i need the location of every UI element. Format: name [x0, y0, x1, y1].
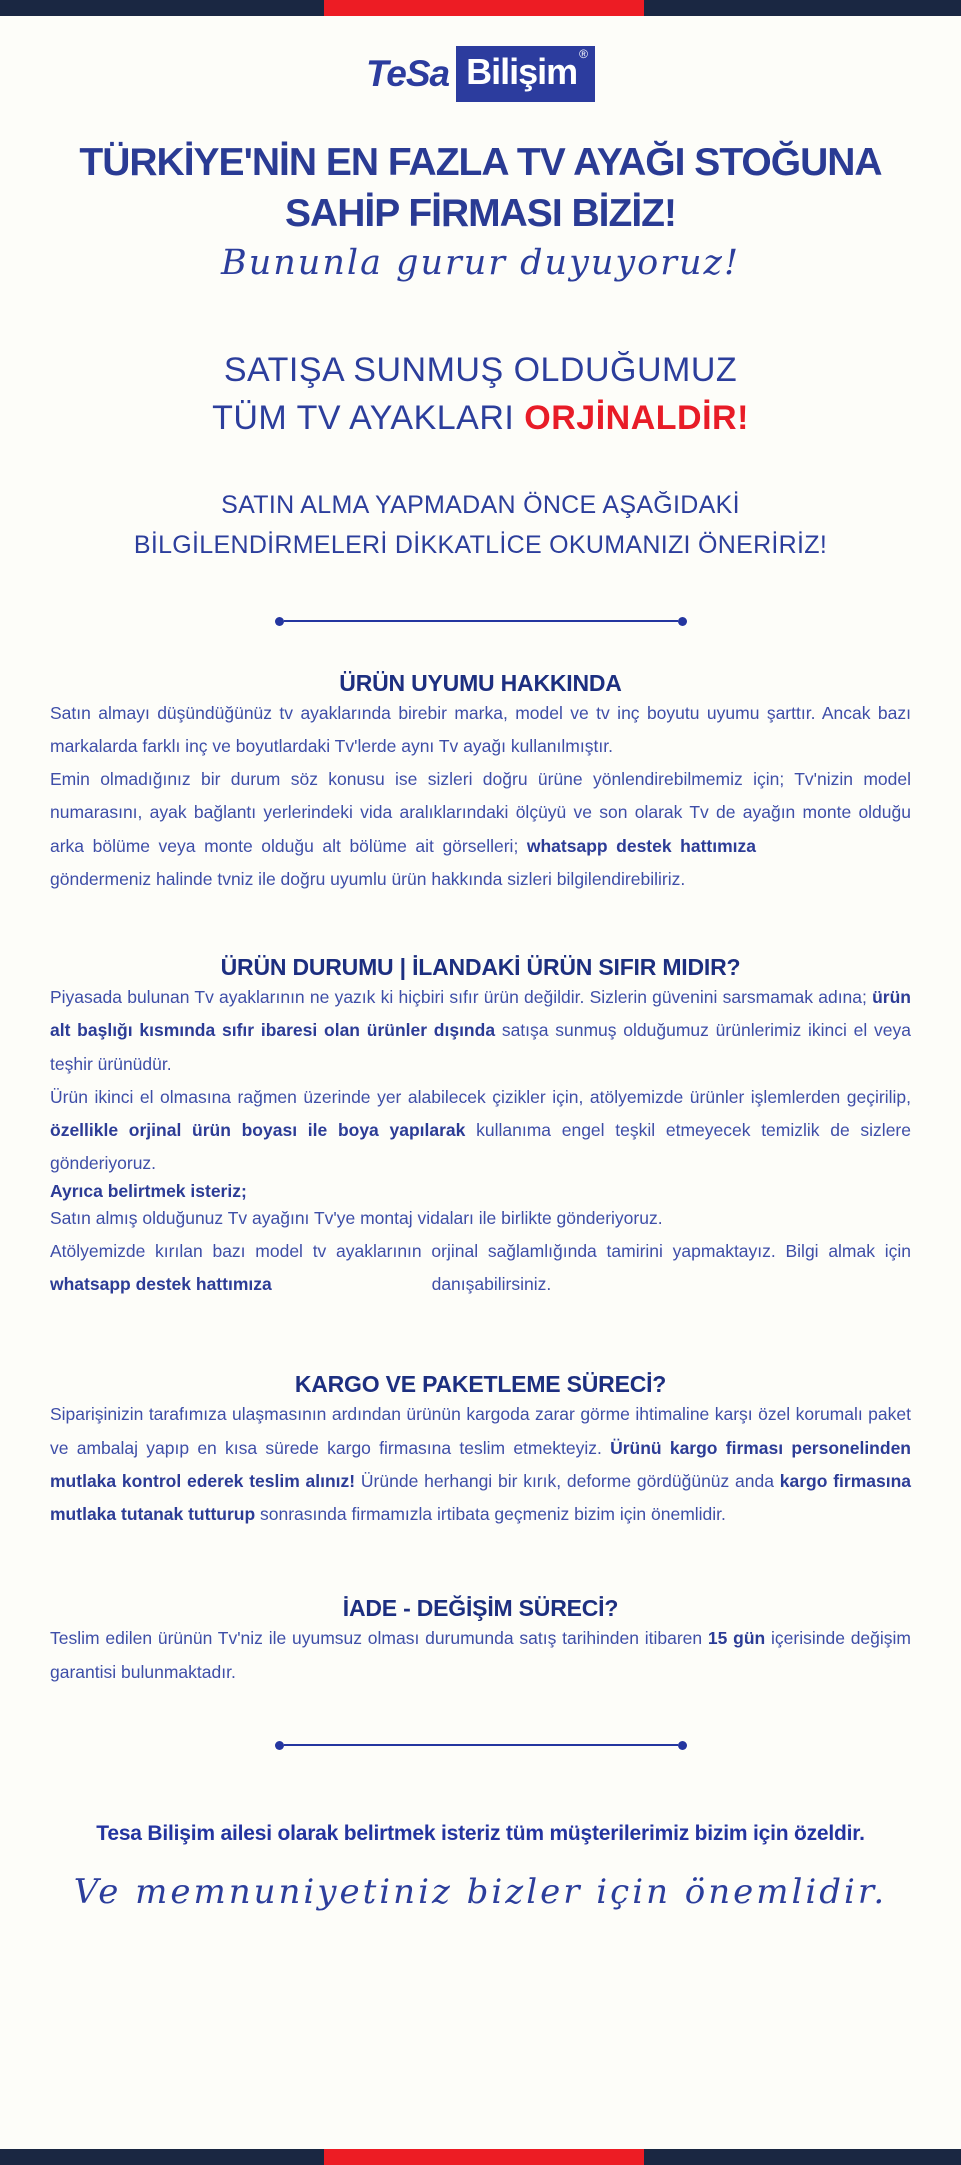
- hero-script-tagline: Bununla gurur duyuyoruz!: [220, 243, 741, 284]
- logo-bilisim-box: [456, 46, 595, 102]
- claim-line2: [30, 395, 931, 443]
- divider-line: [284, 1744, 678, 1746]
- text-run: danışabilirsiniz.: [426, 1274, 552, 1295]
- section-heading-kargo: KARGO VE PAKETLEME SÜRECİ?: [294, 1371, 667, 1398]
- footer-bold-note: Tesa Bilişim ailesi olarak belirtmek isteriz tüm müşterilerimiz bizim için özeldir.: [96, 1821, 865, 1845]
- bold-run-kontrol-ederek: Ürünü kargo firması personelinden mutlaka kontrol ederek teslim alınız!: [50, 1437, 911, 1491]
- logo-bilisim-text: Bilişim: [466, 51, 578, 92]
- bold-run-sifir-ibaresi: ürün alt başlığı kısmında sıfır ibaresi olan ürünler dışında: [50, 987, 911, 1041]
- section-heading-urun-uyumu: ÜRÜN UYUMU HAKKINDA: [339, 669, 622, 696]
- text-run: Piyasada bulunan Tv ayaklarının ne yazık ki hiçbiri sıfır ürün değildir. Sizlerin güvenini sarsmamak adına;: [50, 987, 873, 1008]
- bold-run-whatsapp-destek: whatsapp destek hattımıza: [526, 835, 756, 856]
- originality-claim: [30, 347, 931, 442]
- bold-run-tutanak: kargo firmasına mutlaka tutanak tutturup: [50, 1470, 912, 1525]
- hero-headline-line2: SAHİP FİRMASI BİZİZ!: [285, 191, 676, 235]
- text-run: Teslim edilen ürünün Tv'niz ile uyumsuz olması durumunda satış tarihinden itibaren: [50, 1628, 708, 1649]
- bottom-accent-bar: [0, 2149, 961, 2165]
- text-run: Siparişinizin tarafımıza ulaşmasının ardından ürünün kargoda zarar görme ihtimaline karşı özel korumalı paket ve ambalaj yapıp en kısa sürede kargo firmasına teslim etmekteyiz.: [50, 1404, 911, 1458]
- registered-trademark-icon: ®: [579, 47, 587, 61]
- bottom-accent-bar-red-segment: [324, 2149, 644, 2165]
- notice-line2: BİLGİLENDİRMELERİ DİKKATLİCE OKUMANIZI ÖNERİRİZ!: [133, 530, 828, 559]
- divider-dot-left: [275, 1741, 284, 1750]
- paragraph-uyum-2: [50, 763, 911, 896]
- hero-headline: [30, 138, 931, 239]
- divider-line: [284, 620, 678, 622]
- paragraph-tamir: [50, 1235, 911, 1302]
- paragraph-durum-2: [50, 1081, 911, 1181]
- section-heading-iade: İADE - DEĞİŞİM SÜRECİ?: [342, 1595, 619, 1622]
- paragraph-iade: [50, 1622, 911, 1689]
- text-run: içerisinde değişim garantisi bulunmaktadır.: [50, 1628, 911, 1682]
- hero-headline-line1: TÜRKİYE'NİN EN FAZLA TV AYAĞI STOĞUNA: [79, 141, 882, 184]
- text-run: kullanıma engel teşkil etmeyecek temizlik de sizlere gönderiyoruz.: [50, 1120, 911, 1174]
- bold-run-orjinal-boya: özellikle orjinal ürün boyası ile boya yapılarak: [50, 1120, 466, 1141]
- text-run: Ürün ikinci el olmasına rağmen üzerinde yer alabilecek çizikler için, atölyemizde ürünler işlemlerden geçirilip,: [50, 1086, 911, 1107]
- text-run: göndermeniz halinde tvniz ile doğru uyumlu ürün hakkında sizleri bilgilendirebiliriz.: [50, 868, 686, 889]
- paragraph-durum-1: [50, 981, 911, 1081]
- section-divider-bottom: [275, 1741, 687, 1750]
- notice-line1: SATIN ALMA YAPMADAN ÖNCE AŞAĞIDAKİ: [221, 490, 740, 519]
- claim-line1: SATIŞA SUNMUŞ OLDUĞUMUZ: [223, 351, 738, 390]
- text-run: Atölyemizde kırılan bazı model tv ayaklarının orjinal sağlamlığında tamirini yapmaktayız. Bilgi almak için: [50, 1240, 911, 1261]
- text-run: Emin olmadığınız bir durum söz konusu ise sizleri doğru ürüne yönlendirebilmemiz için; Tv'nizin model numarasını, ayak bağlantı yerlerindeki vida aralıklarındaki ölçüyü ve son olarak Tv de ayağın monte olduğu arka bölüme veya monte olduğu alt bölüme ait görselleri;: [50, 769, 911, 856]
- paragraph-kargo: [50, 1398, 911, 1531]
- bold-run-whatsapp-destek-2: whatsapp destek hattımıza: [50, 1274, 272, 1295]
- text-run: satışa sunmuş olduğumuz ürünlerimiz ikinci el veya teşhir ürünüdür.: [50, 1020, 911, 1074]
- top-accent-bar: [0, 0, 961, 16]
- text-run: sonrasında firmamızla irtibata geçmeniz bizim için önemlidir.: [255, 1504, 726, 1525]
- redacted-phone-gap: [756, 851, 911, 852]
- paragraph-montaj-vidalari: Satın almış olduğunuz Tv ayağını Tv'ye montaj vidaları ile birlikte gönderiyoruz.: [50, 1207, 663, 1228]
- divider-dot-right: [678, 617, 687, 626]
- paragraph-uyum-1: Satın almayı düşündüğünüz tv ayaklarında birebir marka, model ve tv inç boyutu uyumu şarttır. Ancak bazı markalarda farklı inç ve boyutlardaki Tv'lerde aynı Tv ayağı kullanılmıştır.: [50, 702, 911, 756]
- claim-line2-text: TÜM TV AYAKLARI: [212, 398, 525, 437]
- logo-tesa-text: TeSa: [366, 53, 450, 94]
- bold-run-15-gun: 15 gün: [707, 1628, 766, 1649]
- footer-script-note: Ve memnuniyetiniz bizler için önemlidir.: [73, 1871, 888, 1912]
- pre-purchase-notice: [30, 485, 931, 565]
- paragraph-ayrica-belirtmek: Ayrıca belirtmek isteriz;: [50, 1180, 247, 1201]
- text-run: Üründe herhangi bir kırık, deforme gördüğünüz anda: [355, 1470, 780, 1491]
- brand-logo: [0, 46, 961, 102]
- content-body: [0, 670, 961, 1689]
- section-heading-urun-durumu: ÜRÜN DURUMU | İLANDAKİ ÜRÜN SIFIR MIDIR?: [220, 954, 741, 981]
- divider-dot-left: [275, 617, 284, 626]
- top-accent-bar-red-segment: [324, 0, 644, 16]
- redacted-phone-gap: [272, 1289, 427, 1290]
- claim-highlight-orjinaldir: ORJİNALDİR!: [524, 398, 749, 437]
- section-divider-top: [275, 617, 687, 626]
- divider-dot-right: [678, 1741, 687, 1750]
